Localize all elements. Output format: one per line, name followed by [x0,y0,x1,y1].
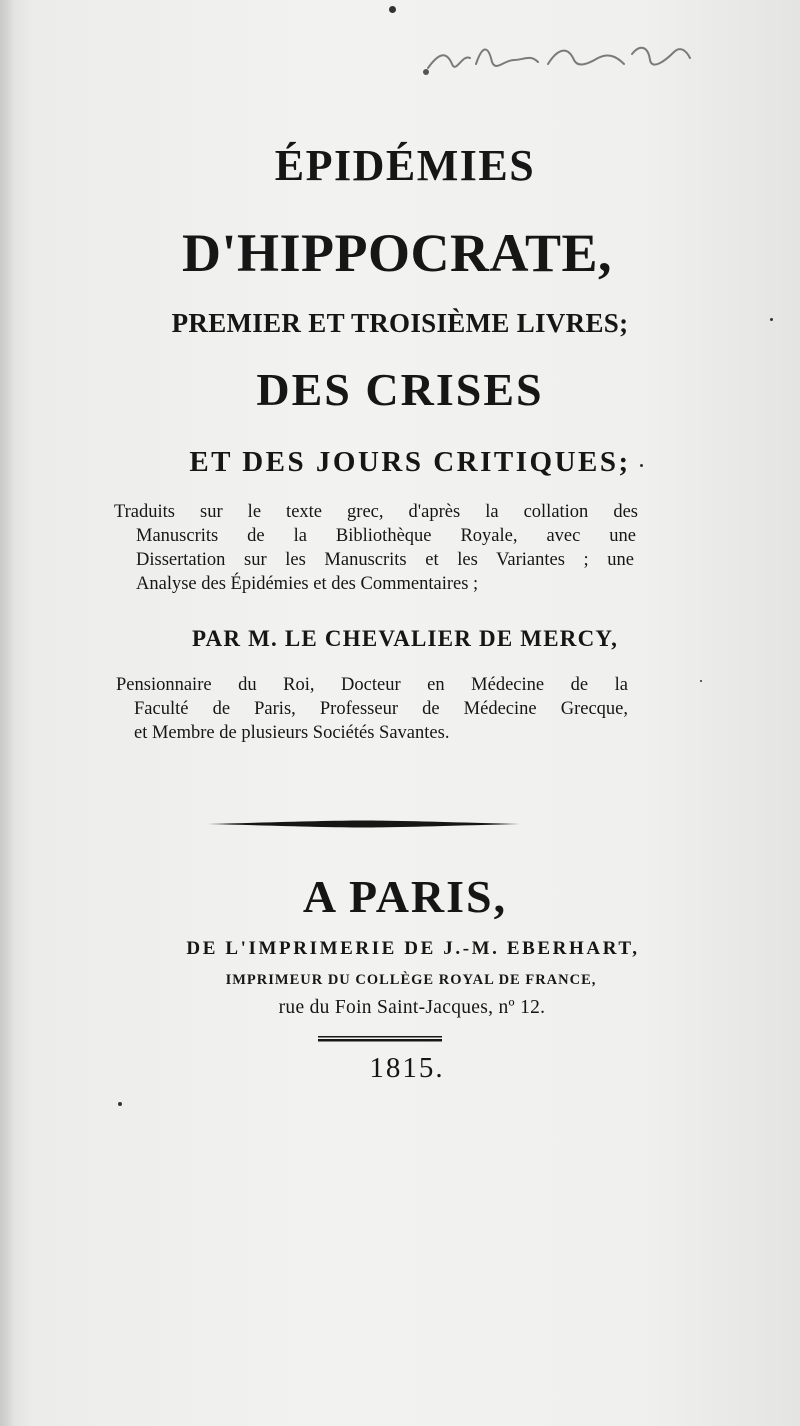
ink-speck [118,1102,122,1106]
title-line-5: ET DES JOURS CRITIQUES; [189,446,631,478]
description-line-3: Dissertation sur les Manuscrits et les Variantes ; une [136,550,634,570]
title-line-3: PREMIER ET TROISIÈME LIVRES; [171,308,629,338]
title-line-2: D'HIPPOCRATE, [181,223,612,283]
imprint-address: rue du Foin Saint-Jacques, nº 12. [278,997,546,1018]
ink-speck [770,318,773,321]
author-qualification-1: Pensionnaire du Roi, Docteur en Médecine de la [116,675,628,695]
description-line-2: Manuscrits de la Bibliothèque Royale, avec une [136,526,636,546]
author-qualification-3: et Membre de plusieurs Sociétés Savantes. [134,723,450,743]
imprint-year: 1815. [369,1052,445,1084]
imprint-printer-title: IMPRIMEUR DU COLLÈGE ROYAL DE FRANCE, [225,972,597,988]
ink-speck [640,464,643,467]
ink-speck [389,6,396,13]
scan-edge-shadow [0,0,14,1426]
title-line-1: ÉPIDÉMIES [274,141,536,190]
imprint-city: A PARIS, [302,871,508,922]
author-line: PAR M. LE CHEVALIER DE MERCY, [191,626,619,651]
description-line-4: Analyse des Épidémies et des Commentaires ; [136,574,479,594]
handwritten-signature [418,24,708,84]
imprint-printer: DE L'IMPRIMERIE DE J.-M. EBERHART, [186,938,640,959]
description-line-1: Traduits sur le texte grec, d'après la collation des [114,502,638,522]
author-qualification-2: Faculté de Paris, Professeur de Médecine Grecque, [134,699,628,719]
small-rule [318,1036,442,1042]
ornamental-rule [208,820,520,828]
title-line-4: DES CRISES [256,364,544,415]
ink-speck [700,680,702,682]
